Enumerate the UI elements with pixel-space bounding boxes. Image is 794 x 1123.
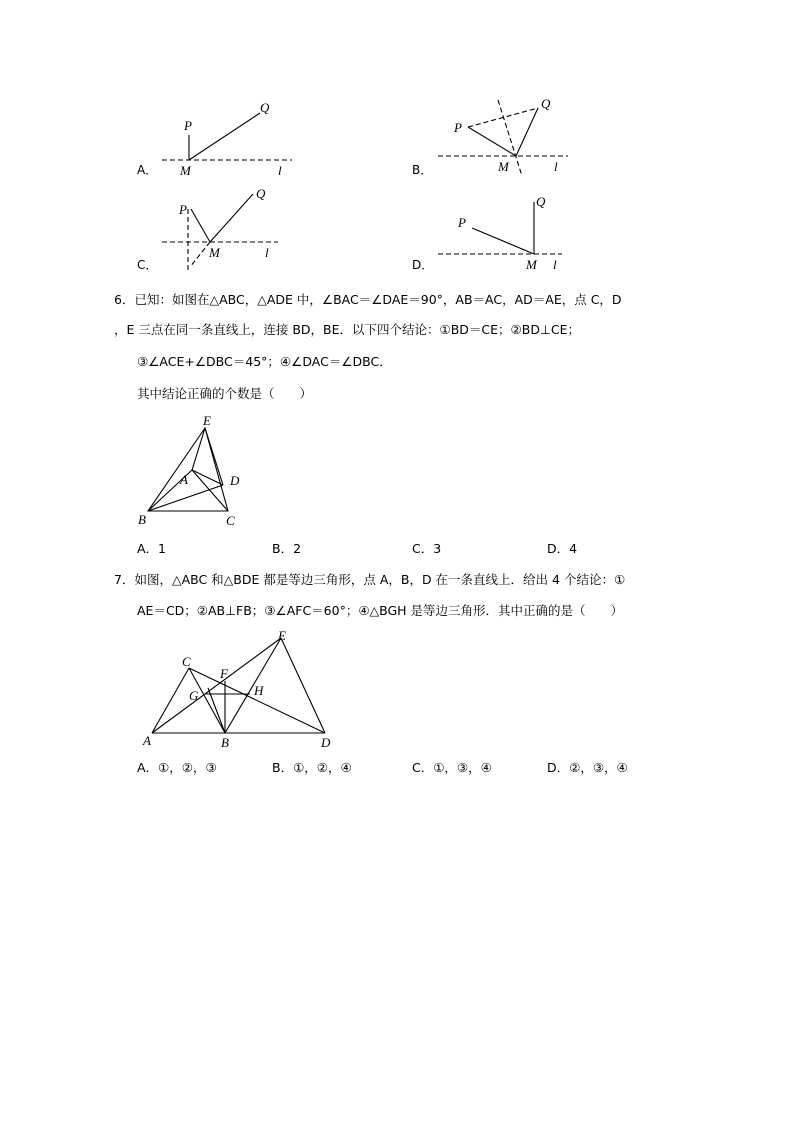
label-m: M xyxy=(526,257,537,272)
label-e: E xyxy=(203,413,211,428)
label-b: B xyxy=(138,512,146,527)
label-q: Q xyxy=(260,100,270,115)
label-q: Q xyxy=(541,96,551,111)
label-f: F xyxy=(220,666,228,681)
q6-figure xyxy=(130,410,260,535)
q6-choice-c[interactable]: C．3 xyxy=(412,541,442,556)
label-p: P xyxy=(184,118,192,133)
q5-option-a-label: A． xyxy=(137,163,158,177)
q7-text-line-2: AE＝CD；②AB⊥FB；③∠AFC＝60°；④△BGH 是等边三角形．其中正确的是（ ） xyxy=(137,603,624,618)
q7-choice-a[interactable]: A．①，②，③ xyxy=(137,760,217,775)
q7-choice-b[interactable]: B．①，②，④ xyxy=(272,760,352,775)
label-a: A xyxy=(143,733,151,748)
label-l: l xyxy=(265,245,269,260)
q6-text-line-2: ，E 三点在同一条直线上，连接 BD，BE．以下四个结论：①BD＝CE；②BD⊥CE； xyxy=(114,322,580,337)
q6-text-line-3: ③∠ACE+∠DBC＝45°；④∠DAC＝∠DBC． xyxy=(137,354,392,369)
label-h: H xyxy=(254,683,264,698)
label-d: D xyxy=(230,473,240,488)
label-l: l xyxy=(278,163,282,178)
q6-choice-b[interactable]: B．2 xyxy=(272,541,302,556)
q6-question-prompt: 其中结论正确的个数是（ ） xyxy=(137,386,313,401)
q5-option-b-label: B． xyxy=(412,163,433,177)
q7-text-line-1: 7．如图，△ABC 和△BDE 都是等边三角形，点 A，B，D 在一条直线上．给出 4 个结论：① xyxy=(114,572,626,587)
label-a: A xyxy=(180,472,188,487)
label-c: C xyxy=(182,654,191,669)
label-m: M xyxy=(180,163,191,178)
label-p: P xyxy=(458,215,466,230)
q7-choice-d[interactable]: D．②，③，④ xyxy=(547,760,628,775)
q6-choice-d[interactable]: D．4 xyxy=(547,541,578,556)
label-q: Q xyxy=(536,194,546,209)
q5-figure-d xyxy=(430,188,580,276)
label-p: P xyxy=(179,202,187,217)
q7-figure xyxy=(138,628,338,753)
label-l: l xyxy=(553,257,557,272)
q5-figure-c xyxy=(150,182,300,274)
label-l: l xyxy=(554,159,558,174)
q5-figure-b xyxy=(430,92,580,180)
q6-text-line-1: 6．已知：如图在△ABC，△ADE 中，∠BAC＝∠DAE＝90°，AB＝AC，AD＝AE，点 C，D xyxy=(114,292,622,307)
q5-figure-a xyxy=(150,95,300,180)
label-q: Q xyxy=(256,186,266,201)
label-e: E xyxy=(278,628,286,643)
label-b: B xyxy=(221,735,229,750)
q5-option-d-label: D． xyxy=(412,258,434,272)
label-m: M xyxy=(498,159,509,174)
q5-option-c-label: C． xyxy=(137,258,158,272)
label-p: P xyxy=(454,120,462,135)
label-c: C xyxy=(226,513,235,528)
label-d: D xyxy=(321,735,331,750)
label-m: M xyxy=(209,245,220,260)
q6-choice-a[interactable]: A．1 xyxy=(137,541,167,556)
label-g: G xyxy=(189,688,199,703)
q7-choice-c[interactable]: C．①，③，④ xyxy=(412,760,492,775)
